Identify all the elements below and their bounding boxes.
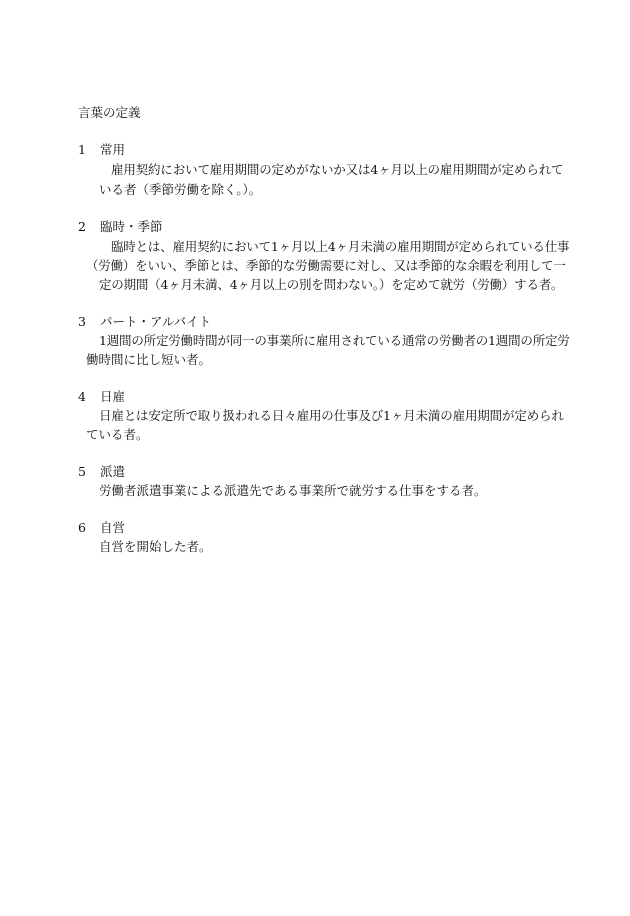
- section-2-line-2: （労働）をいい、季節とは、季節的な労働需要に対し、又は季節的な余暇を利用して一: [86, 258, 566, 273]
- section-label: パート・アルバイト: [99, 314, 212, 329]
- section-1-line-1: 雇用契約において雇用期間の定めがないか又は4ヶ月以上の雇用期間が定められて: [111, 162, 564, 177]
- section-6-line-1: 自営を開始した者。: [99, 539, 212, 554]
- section-number: 4: [78, 389, 86, 404]
- section-1-heading: [78, 140, 125, 158]
- section-5-heading: [78, 462, 125, 480]
- section-number: 5: [78, 464, 86, 479]
- section-2-line-1: 臨時とは、雇用契約において1ヶ月以上4ヶ月未満の雇用期間が定められている仕事: [111, 239, 570, 254]
- section-5-line-1: 労働者派遣事業による派遣先である事業所で就労する仕事をする者。: [99, 483, 487, 498]
- section-3-heading: [78, 312, 211, 330]
- section-number: 2: [78, 219, 86, 234]
- section-label: 派遣: [99, 464, 125, 479]
- section-2-line-3: 定の期間（4ヶ月未満、4ヶ月以上の別を問わない。）を定めて就労（労働）する者。: [99, 277, 564, 292]
- section-label: 自営: [99, 520, 125, 535]
- section-number: 6: [78, 520, 86, 535]
- section-number: 1: [78, 142, 86, 157]
- section-6-heading: [78, 518, 125, 536]
- section-2-heading: [78, 217, 163, 235]
- section-4-line-1: 日雇とは安定所で取り扱われる日々雇用の仕事及び1ヶ月未満の雇用期間が定められ: [99, 408, 564, 423]
- section-4-heading: [78, 387, 125, 405]
- section-1-line-2: いる者（季節労働を除く。）。: [99, 182, 262, 197]
- document-title: 言葉の定義: [78, 105, 141, 120]
- section-3-line-1: 1週間の所定労働時間が同一の事業所に雇用されている通常の労働者の1週間の所定労: [99, 333, 570, 348]
- section-label: 日雇: [99, 389, 125, 404]
- section-3-line-2: 働時間に比し短い者。: [86, 352, 212, 367]
- section-label: 臨時・季節: [99, 219, 163, 234]
- section-4-line-2: ている者。: [86, 427, 149, 442]
- section-label: 常用: [99, 142, 125, 157]
- section-number: 3: [78, 314, 86, 329]
